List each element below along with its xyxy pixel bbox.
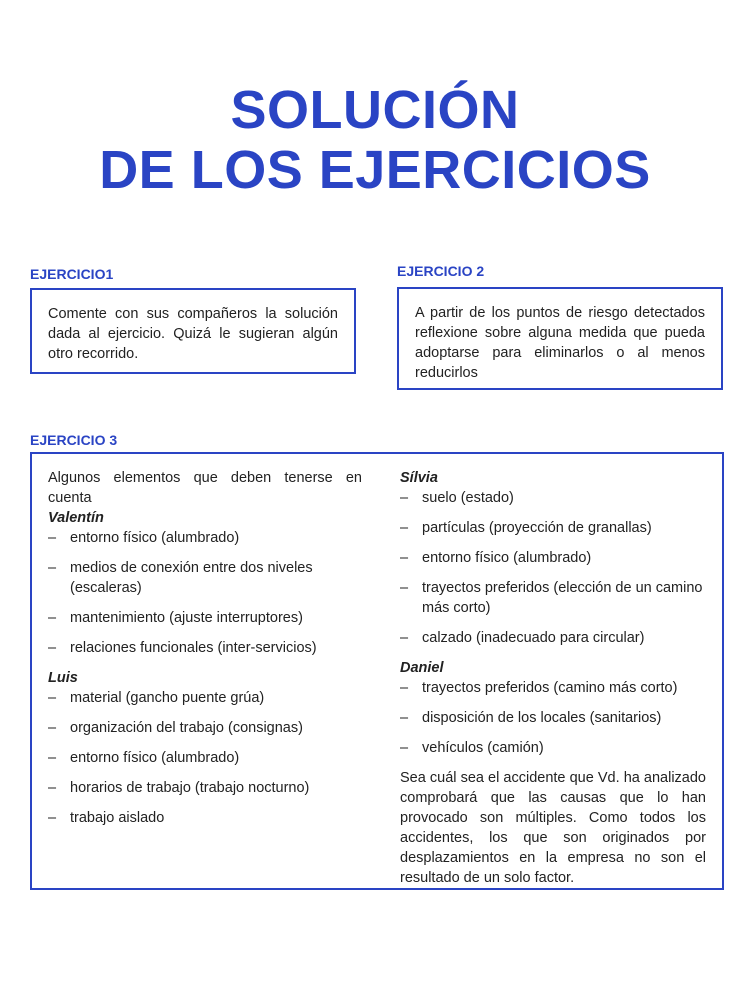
list-item (400, 708, 706, 728)
ejercicio1-box (30, 288, 356, 374)
dash-bullet: – (48, 640, 57, 656)
person-valentin: Valentín (48, 510, 104, 526)
list-item (400, 548, 706, 568)
person-luis: Luis (48, 670, 78, 686)
list-item (400, 738, 706, 758)
dash-bullet: – (48, 560, 57, 576)
list-item-text: entorno físico (alumbrado) (422, 550, 592, 566)
list-item-text: calzado (inadecuado para circular) (422, 630, 645, 646)
list-item-text: organización del trabajo (consignas) (70, 720, 303, 736)
dash-bullet: – (400, 740, 409, 756)
list-item-text: entorno físico (alumbrado) (70, 750, 240, 766)
dash-bullet: – (400, 550, 409, 566)
list-item-text: trabajo aislado (70, 810, 165, 826)
list-item (48, 718, 362, 738)
list-item (48, 688, 362, 708)
list-item-text: suelo (estado) (422, 490, 514, 506)
ejercicio1-text: Comente con sus compañeros la solución dada al ejercicio. Quizá le sugieran algún otro recorrido. (48, 306, 338, 362)
dash-bullet: – (48, 810, 57, 826)
dash-bullet: – (48, 720, 57, 736)
dash-bullet: – (400, 680, 409, 696)
luis-list (48, 688, 362, 828)
list-item (48, 808, 362, 828)
ejercicio3-right-column (400, 468, 706, 888)
list-item-text: vehículos (camión) (422, 740, 544, 756)
list-item-text: relaciones funcionales (inter-servicios) (70, 640, 317, 656)
dash-bullet: – (48, 610, 57, 626)
person-daniel: Daniel (400, 660, 444, 676)
list-item (400, 628, 706, 648)
list-item (400, 578, 706, 618)
ejercicio3-label: EJERCICIO 3 (30, 432, 118, 448)
daniel-list (400, 678, 706, 758)
ejercicio2-text: A partir de los puntos de riesgo detectados reflexione sobre alguna medida que pueda adoptarse para eliminarlos o al menos reducirlos (415, 305, 705, 381)
dash-bullet: – (400, 630, 409, 646)
list-item-text: partículas (proyección de granallas) (422, 520, 652, 536)
list-item-text: trayectos preferidos (camino más corto) (422, 680, 678, 696)
page-title (0, 80, 750, 200)
ejercicio3-closing: Sea cuál sea el accidente que Vd. ha analizado comprobará que las causas que lo han provocado son múltiples. Como todos los accidentes, los que son originados por desplazamientos en la empresa no son el resultado de un solo factor. (400, 770, 706, 886)
ejercicio3-intro: Algunos elementos que deben tenerse en cuenta (48, 470, 362, 506)
ejercicio2-box (397, 287, 723, 390)
list-item-text: disposición de los locales (sanitarios) (422, 710, 662, 726)
dash-bullet: – (400, 580, 409, 596)
list-item-text: medios de conexión entre dos niveles (escaleras) (70, 560, 313, 596)
dash-bullet: – (400, 490, 409, 506)
list-item-text: mantenimiento (ajuste interruptores) (70, 610, 303, 626)
ejercicio1-label: EJERCICIO1 (30, 266, 114, 282)
dash-bullet: – (48, 530, 57, 546)
list-item (400, 488, 706, 508)
list-item-text: trayectos preferidos (elección de un camino más corto) (422, 580, 703, 616)
valentin-list (48, 528, 362, 658)
dash-bullet: – (400, 520, 409, 536)
dash-bullet: – (48, 780, 57, 796)
list-item-text: horarios de trabajo (trabajo nocturno) (70, 780, 310, 796)
dash-bullet: – (48, 750, 57, 766)
ejercicio2-label: EJERCICIO 2 (397, 263, 485, 279)
silvia-list (400, 488, 706, 648)
ejercicio3-left-column (48, 468, 362, 838)
dash-bullet: – (400, 710, 409, 726)
list-item-text: entorno físico (alumbrado) (70, 530, 240, 546)
dash-bullet: – (48, 690, 57, 706)
list-item (400, 518, 706, 538)
list-item (48, 748, 362, 768)
list-item-text: material (gancho puente grúa) (70, 690, 265, 706)
ejercicio3-box (30, 452, 724, 890)
list-item (400, 678, 706, 698)
list-item (48, 778, 362, 798)
list-item (48, 558, 362, 598)
list-item (48, 608, 362, 628)
title-line-2: DE LOS EJERCICIOS (99, 140, 651, 200)
list-item (48, 528, 362, 548)
title-line-1: SOLUCIÓN (230, 80, 520, 140)
person-silvia: Sílvia (400, 470, 438, 486)
list-item (48, 638, 362, 658)
